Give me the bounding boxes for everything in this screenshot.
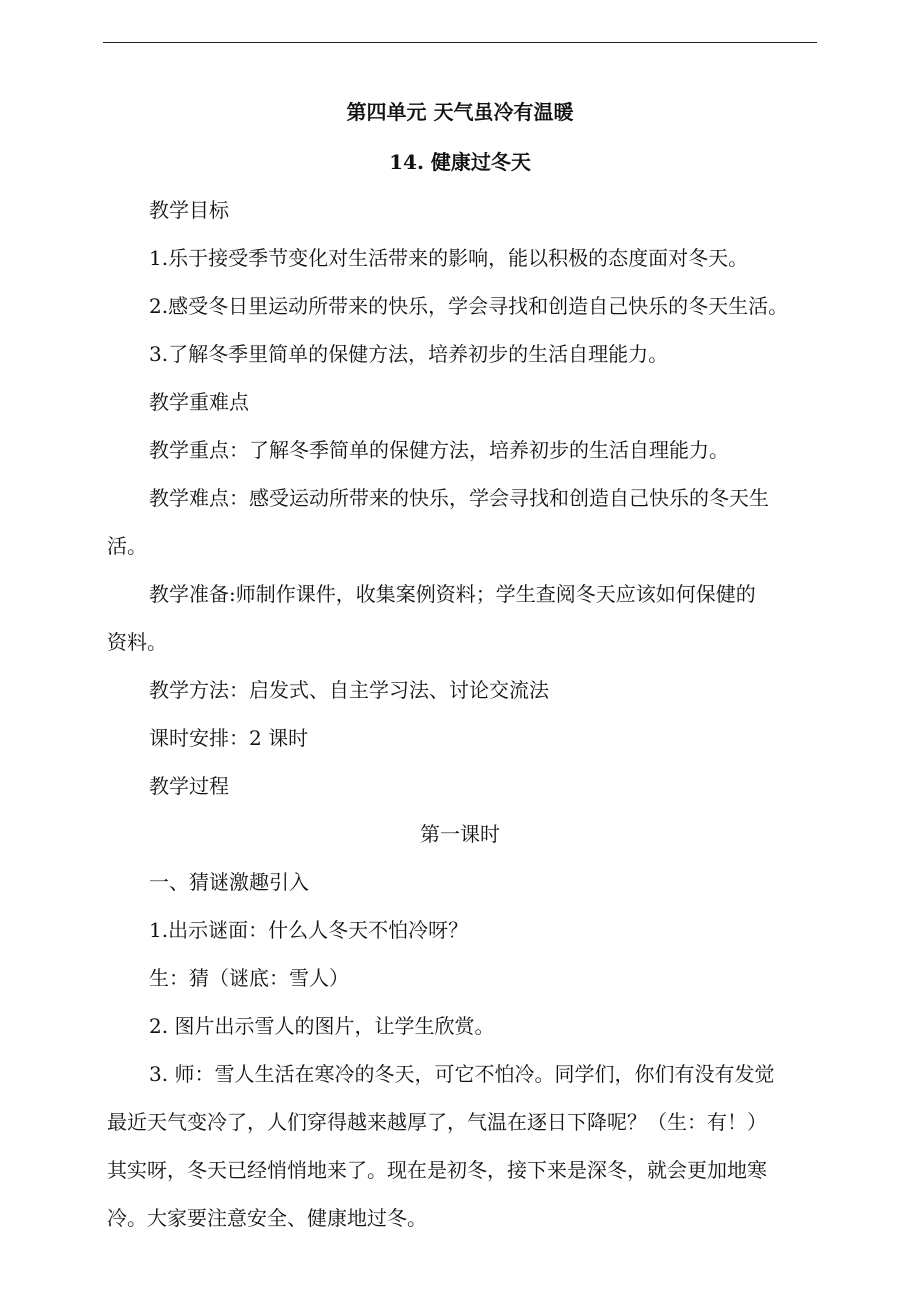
process-heading: 教学过程 [149, 774, 229, 798]
header-rule [103, 42, 817, 43]
period-heading: 第一课时 [420, 822, 500, 846]
objective-3: 3.了解冬季里简单的保健方法，培养初步的生活自理能力。 [149, 342, 669, 366]
step-3-line-4: 冷。大家要注意安全、健康地过冬。 [107, 1206, 427, 1230]
key-point: 教学重点：了解冬季简单的保健方法，培养初步的生活自理能力。 [149, 438, 729, 462]
section-1-heading: 一、猜谜激趣引入 [149, 870, 309, 894]
objective-2: 2.感受冬日里运动所带来的快乐，学会寻找和创造自己快乐的冬天生活。 [149, 294, 789, 318]
keypoints-heading: 教学重难点 [149, 390, 249, 414]
step-3-line-2: 最近天气变冷了，人们穿得越来越厚了，气温在逐日下降呢？（生：有！） [107, 1110, 767, 1134]
student-answer: 生：猜（谜底：雪人） [149, 966, 349, 990]
prep-line-1: 教学准备:师制作课件，收集案例资料；学生查阅冬天应该如何保健的 [149, 582, 756, 606]
step-3-line-3: 其实呀，冬天已经悄悄地来了。现在是初冬，接下来是深冬，就会更加地寒 [107, 1158, 767, 1182]
lesson-title: 14. 健康过冬天 [389, 150, 531, 174]
difficulty-line-2: 活。 [107, 534, 147, 558]
step-3-line-1: 3. 师：雪人生活在寒冷的冬天，可它不怕冷。同学们，你们有没有发觉 [149, 1062, 775, 1086]
step-2: 2. 图片出示雪人的图片，让学生欣赏。 [149, 1014, 495, 1038]
unit-title: 第四单元 天气虽冷有温暖 [346, 100, 574, 124]
objectives-heading: 教学目标 [149, 198, 229, 222]
objective-1: 1.乐于接受季节变化对生活带来的影响，能以积极的态度面对冬天。 [149, 246, 749, 270]
class-schedule: 课时安排：2 课时 [149, 726, 309, 750]
difficulty-line-1: 教学难点：感受运动所带来的快乐，学会寻找和创造自己快乐的冬天生 [149, 486, 769, 510]
teaching-methods: 教学方法：启发式、自主学习法、讨论交流法 [149, 678, 549, 702]
prep-line-2: 资料。 [107, 630, 167, 654]
step-1: 1.出示谜面：什么人冬天不怕冷呀？ [149, 918, 469, 942]
